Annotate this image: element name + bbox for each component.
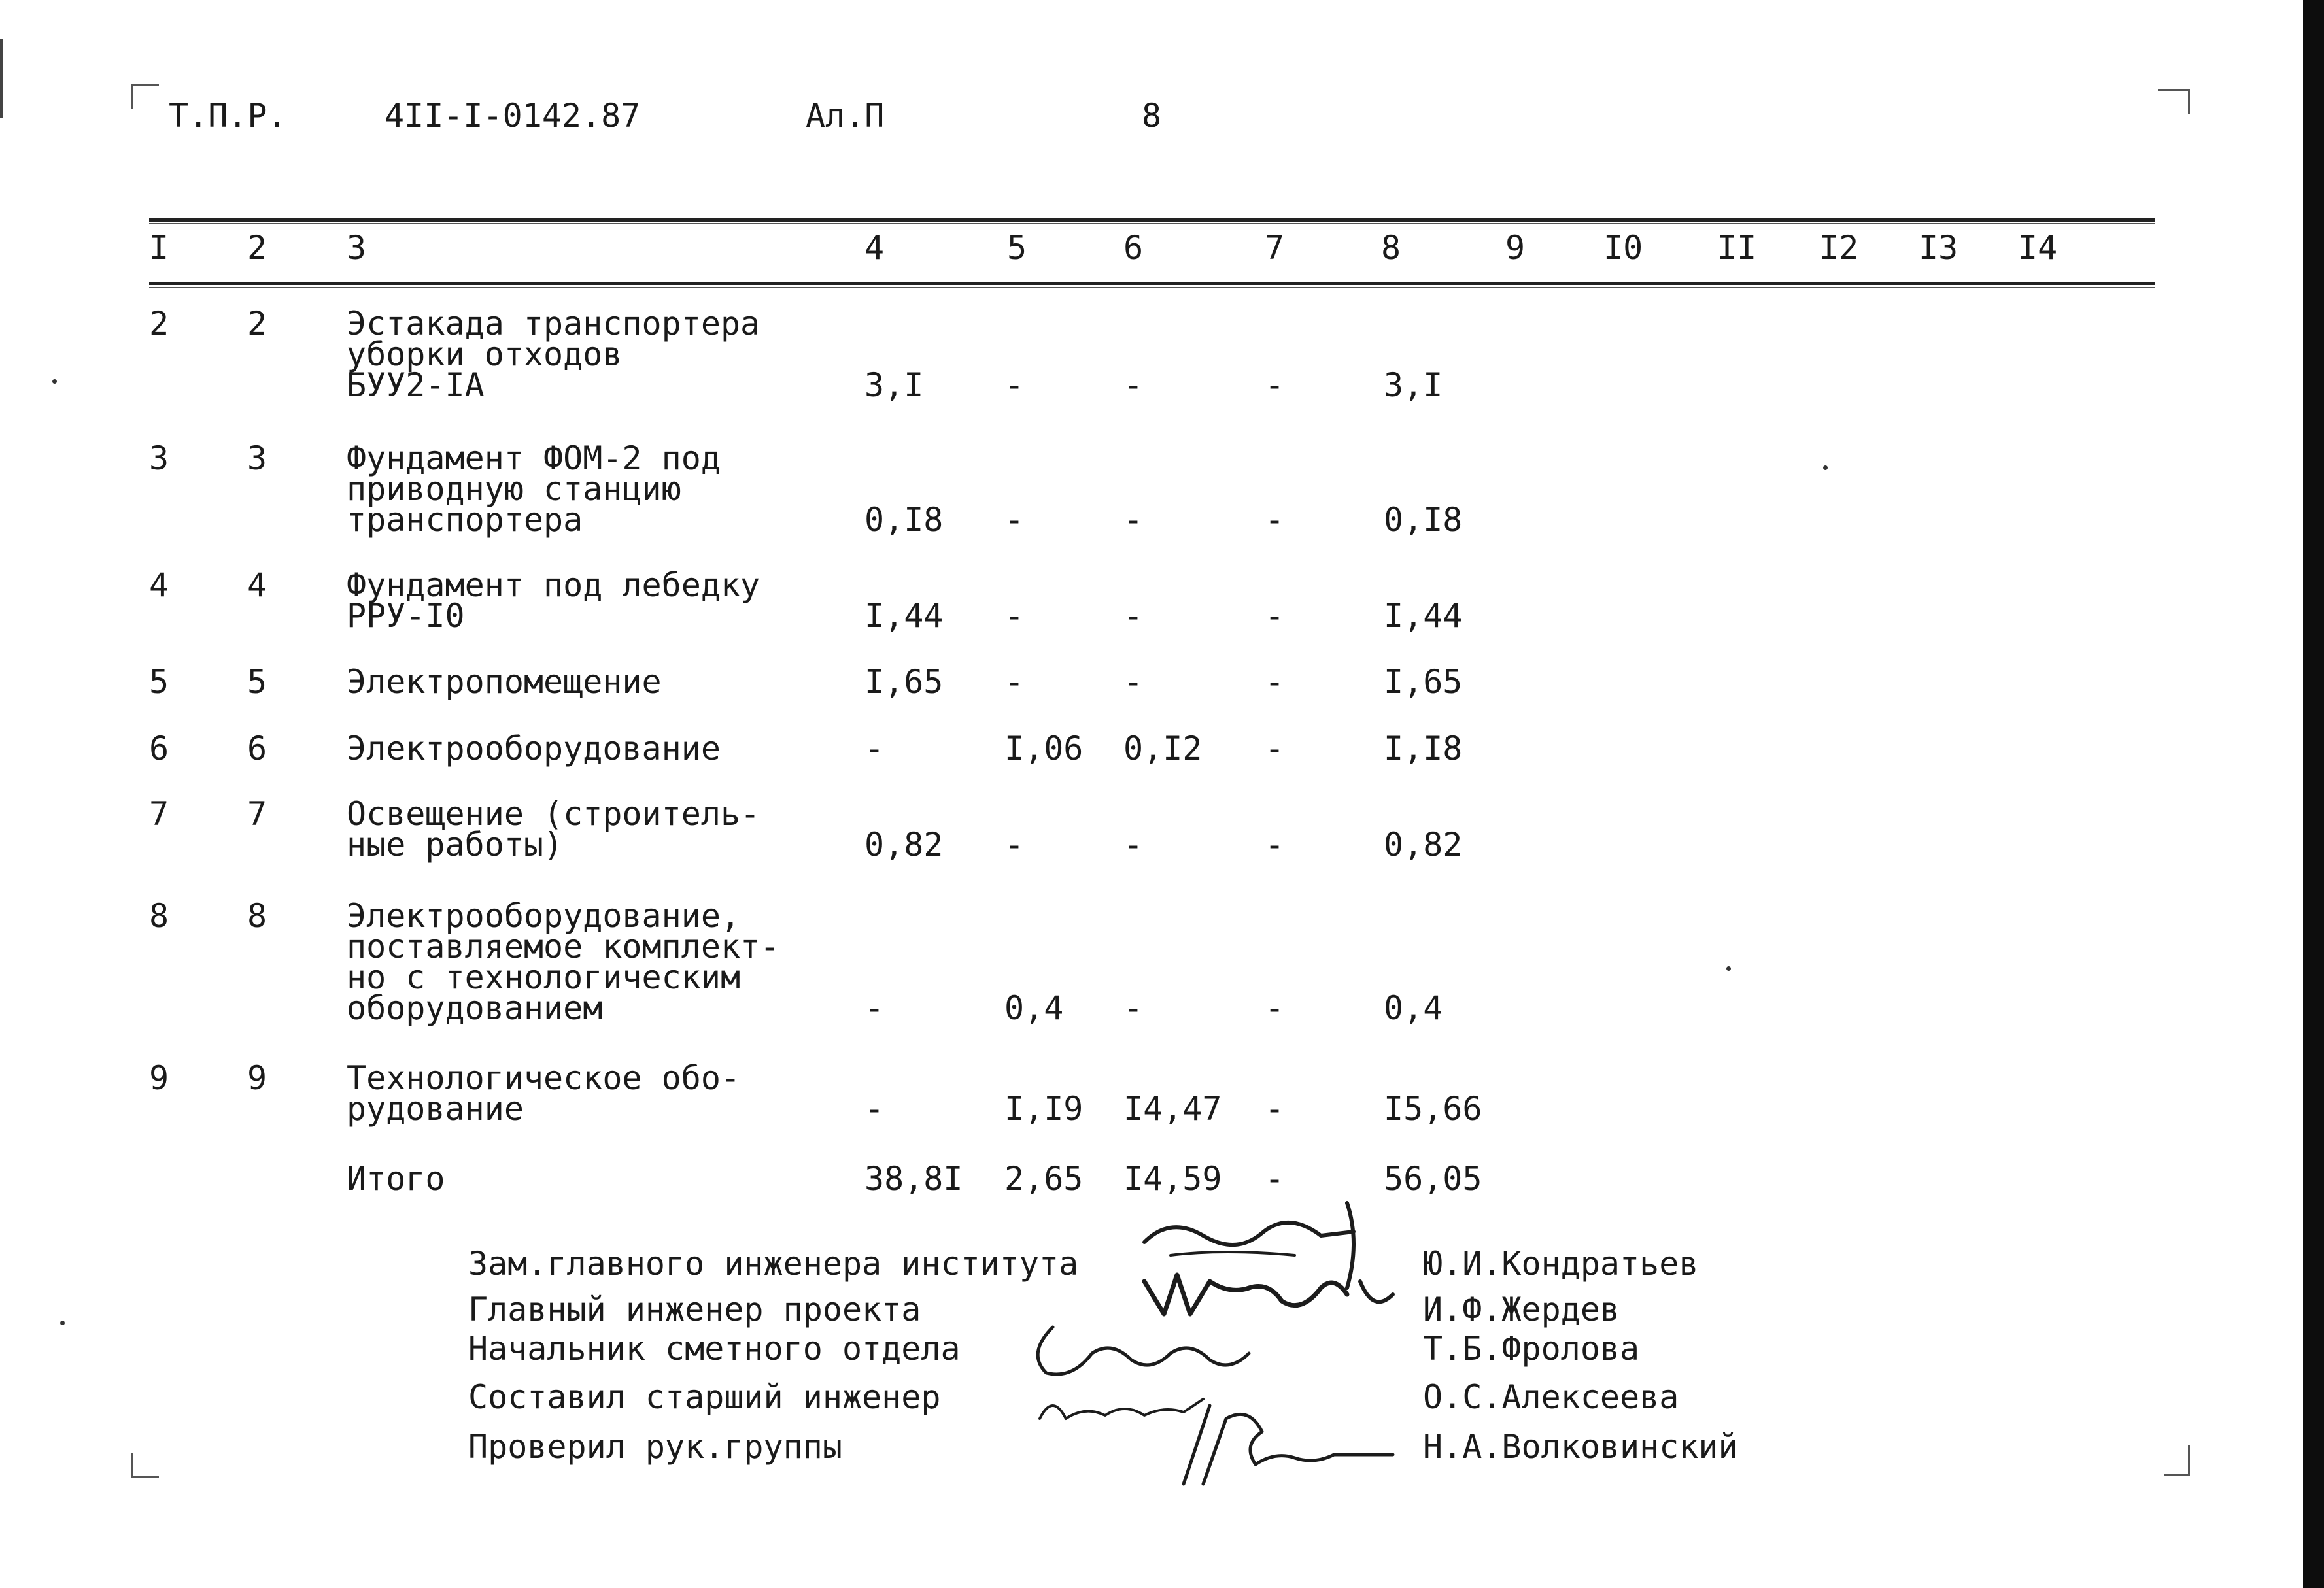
row-value-c4: I,44 xyxy=(864,597,944,635)
row-name-line: но с технологическим xyxy=(347,958,741,996)
series-label: Т.П.Р. xyxy=(169,97,287,135)
row-value-c8: 0,4 xyxy=(1384,989,1443,1027)
row-name-line: рудование xyxy=(347,1090,524,1128)
column-number-12: I2 xyxy=(1819,229,1859,267)
corner-mark-bottom-left xyxy=(131,1453,159,1478)
row-name-line: приводную станцию xyxy=(347,470,681,508)
scan-edge-bar xyxy=(2303,0,2324,1588)
signature-role: Проверил рук.группы xyxy=(468,1428,842,1466)
signature-person: О.С.Алексеева xyxy=(1423,1378,1679,1416)
row-value-c7: - xyxy=(1265,1090,1285,1128)
corner-mark-top-right xyxy=(2158,89,2190,114)
total-value-c4: 38,8I xyxy=(864,1160,963,1198)
row-number: 8 xyxy=(149,897,169,935)
row-name-line: уборки отходов xyxy=(347,335,623,373)
row-number: 6 xyxy=(149,730,169,768)
row-value-c6: - xyxy=(1123,663,1144,701)
signature-person: И.Ф.Жердев xyxy=(1423,1291,1620,1328)
column-number-14: I4 xyxy=(2018,229,2058,267)
row-value-c5: - xyxy=(1004,597,1025,635)
row-value-c8: I,65 xyxy=(1384,663,1463,701)
row-name-line: оборудованием xyxy=(347,989,603,1027)
row-name-line: Фундамент под лебедку xyxy=(347,566,760,604)
row-name-line: Электрооборудование, xyxy=(347,897,741,935)
column-number-2: 2 xyxy=(247,229,267,267)
scan-edge-mark xyxy=(0,39,3,118)
row-value-c6: - xyxy=(1123,597,1144,635)
column-number-4: 4 xyxy=(864,229,885,267)
row-name-line: Электрооборудование xyxy=(347,730,721,768)
total-value-c8: 56,05 xyxy=(1384,1160,1482,1198)
column-number-5: 5 xyxy=(1007,229,1027,267)
row-value-c7: - xyxy=(1265,730,1285,768)
row-value-c4: - xyxy=(864,730,885,768)
row-value-c4: 0,82 xyxy=(864,826,944,864)
row-number: 2 xyxy=(149,305,169,343)
row-position: 7 xyxy=(247,795,267,833)
column-number-9: 9 xyxy=(1505,229,1526,267)
scan-speck xyxy=(60,1321,65,1325)
album-label: Ал.П xyxy=(806,97,885,135)
row-value-c6: I4,47 xyxy=(1123,1090,1222,1128)
column-number-1: I xyxy=(149,229,169,267)
row-position: 8 xyxy=(247,897,267,935)
signature-role: Зам.главного инженера института xyxy=(468,1245,1079,1283)
signature-person: Т.Б.Фролова xyxy=(1423,1330,1640,1368)
row-name-line: Технологическое обо- xyxy=(347,1059,741,1097)
row-value-c7: - xyxy=(1265,501,1285,539)
row-value-c6: - xyxy=(1123,989,1144,1027)
row-name-line: Эстакада транспортера xyxy=(347,305,760,343)
header-rule-top xyxy=(149,218,2155,222)
row-name-line: БУУ2-IА xyxy=(347,366,485,404)
page-number: 8 xyxy=(1142,97,1162,135)
row-value-c8: I5,66 xyxy=(1384,1090,1482,1128)
row-position: 4 xyxy=(247,566,267,604)
signature-role: Составил старший инженер xyxy=(468,1378,941,1416)
row-name-line: Фундамент ФОМ-2 под xyxy=(347,439,721,477)
signature-role: Главный инженер проекта xyxy=(468,1291,921,1328)
row-number: 4 xyxy=(149,566,169,604)
row-position: 6 xyxy=(247,730,267,768)
row-value-c5: - xyxy=(1004,366,1025,404)
row-value-c5: - xyxy=(1004,826,1025,864)
row-value-c8: I,I8 xyxy=(1384,730,1463,768)
row-value-c6: - xyxy=(1123,501,1144,539)
row-value-c7: - xyxy=(1265,826,1285,864)
row-value-c4: 0,I8 xyxy=(864,501,944,539)
column-number-10: I0 xyxy=(1603,229,1643,267)
header-rule-bottom xyxy=(149,282,2155,285)
row-name-line: Электропомещение xyxy=(347,663,662,701)
row-value-c6: - xyxy=(1123,366,1144,404)
row-number: 7 xyxy=(149,795,169,833)
row-value-c4: - xyxy=(864,1090,885,1128)
signature-person: Н.А.Волковинский xyxy=(1423,1428,1738,1466)
row-name-line: транспортера xyxy=(347,501,583,539)
row-value-c8: 0,I8 xyxy=(1384,501,1463,539)
row-position: 5 xyxy=(247,663,267,701)
row-value-c7: - xyxy=(1265,597,1285,635)
row-value-c5: I,06 xyxy=(1004,730,1084,768)
row-value-c8: I,44 xyxy=(1384,597,1463,635)
row-name-line: Освещение (строитель- xyxy=(347,795,760,833)
row-position: 2 xyxy=(247,305,267,343)
column-number-3: 3 xyxy=(347,229,367,267)
row-value-c5: - xyxy=(1004,663,1025,701)
total-value-c7: - xyxy=(1265,1160,1285,1198)
project-code: 4II-I-0142.87 xyxy=(384,97,641,135)
row-value-c5: - xyxy=(1004,501,1025,539)
row-number: 9 xyxy=(149,1059,169,1097)
row-value-c8: 3,I xyxy=(1384,366,1443,404)
row-value-c8: 0,82 xyxy=(1384,826,1463,864)
signature-person: Ю.И.Кондратьев xyxy=(1423,1245,1699,1283)
signature-volkovinsky xyxy=(1164,1393,1412,1491)
row-value-c7: - xyxy=(1265,366,1285,404)
total-value-c5: 2,65 xyxy=(1004,1160,1084,1198)
row-value-c7: - xyxy=(1265,663,1285,701)
signature-frolova xyxy=(1020,1314,1269,1386)
row-position: 9 xyxy=(247,1059,267,1097)
row-value-c4: - xyxy=(864,989,885,1027)
column-number-8: 8 xyxy=(1381,229,1401,267)
signature-role: Начальник сметного отдела xyxy=(468,1330,961,1368)
column-number-7: 7 xyxy=(1265,229,1285,267)
total-value-c6: I4,59 xyxy=(1123,1160,1222,1198)
scan-speck xyxy=(1823,465,1828,470)
scan-speck xyxy=(52,379,57,384)
corner-mark-bottom-right xyxy=(2164,1445,2190,1476)
total-label: Итого xyxy=(347,1160,445,1198)
corner-mark-top-left xyxy=(131,84,159,109)
column-number-13: I3 xyxy=(1919,229,1958,267)
row-name-line: РРУ-I0 xyxy=(347,597,465,635)
row-number: 5 xyxy=(149,663,169,701)
row-position: 3 xyxy=(247,439,267,477)
row-value-c5: I,I9 xyxy=(1004,1090,1084,1128)
row-value-c5: 0,4 xyxy=(1004,989,1064,1027)
row-name-line: поставляемое комплект- xyxy=(347,928,780,966)
scan-speck xyxy=(1726,966,1731,971)
column-number-11: II xyxy=(1717,229,1757,267)
header-rule-bottom-thin xyxy=(149,287,2155,288)
row-value-c4: I,65 xyxy=(864,663,944,701)
row-number: 3 xyxy=(149,439,169,477)
row-value-c6: 0,I2 xyxy=(1123,730,1203,768)
row-value-c4: 3,I xyxy=(864,366,924,404)
row-value-c6: - xyxy=(1123,826,1144,864)
row-name-line: ные работы) xyxy=(347,826,564,864)
header-rule-top-thin xyxy=(149,223,2155,224)
row-value-c7: - xyxy=(1265,989,1285,1027)
column-number-6: 6 xyxy=(1123,229,1144,267)
